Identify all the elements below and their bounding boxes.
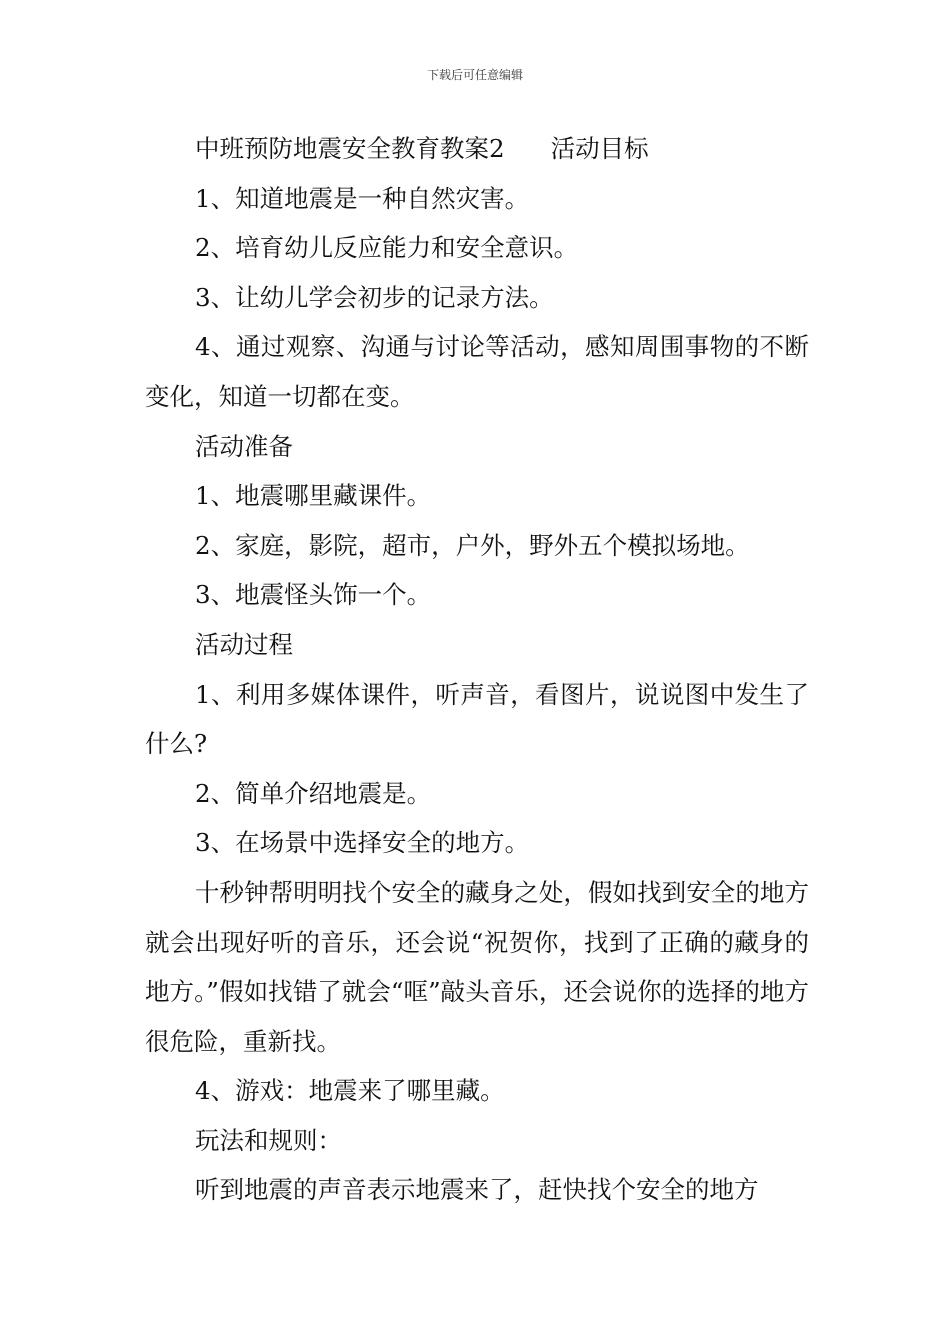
section-heading-process: 活动过程 xyxy=(195,629,293,659)
prep-item: 2、家庭，影院，超市，户外，野外五个模拟场地。 xyxy=(195,530,750,560)
document-title-line xyxy=(145,124,809,174)
page-header: 下载后可任意编辑 xyxy=(426,68,523,82)
document-title: 中班预防地震安全教育教案2 xyxy=(195,134,505,163)
goal-item: 1、知道地震是一种自然灾害。 xyxy=(195,183,530,213)
goal-item: 4、通过观察、沟通与讨论等活动，感知周围事物的不断变化，知道一切都在变。 xyxy=(145,332,809,411)
process-item: 十秒钟帮明明找个安全的藏身之处，假如找到安全的地方就会出现好听的音乐，还会说“祝贺你，找到了正确的藏身的地方。”假如找错了就会“哐”敲头音乐，还会说你的选择的地方很危险，重新找。 xyxy=(145,877,809,1056)
section-heading-rules: 玩法和规则： xyxy=(195,1125,342,1155)
goal-item: 2、培育幼儿反应能力和安全意识。 xyxy=(195,233,579,263)
prep-item: 1、地震哪里藏课件。 xyxy=(195,481,432,511)
section-heading-prep: 活动准备 xyxy=(195,431,293,461)
goal-item: 3、让幼儿学会初步的记录方法。 xyxy=(195,282,554,312)
rules-item: 听到地震的声音表示地震来了，赶快找个安全的地方 xyxy=(195,1175,759,1205)
section-heading-goals: 活动目标 xyxy=(550,134,649,163)
process-item: 1、利用多媒体课件，听声音，看图片，说说图中发生了什么? xyxy=(145,679,809,759)
process-item: 4、游戏：地震来了哪里藏。 xyxy=(195,1076,505,1106)
process-item: 2、简单介绍地震是。 xyxy=(195,778,432,808)
process-item: 3、在场景中选择安全的地方。 xyxy=(195,828,530,858)
prep-item: 3、地震怪头饰一个。 xyxy=(195,580,432,610)
document-body xyxy=(145,124,809,1215)
